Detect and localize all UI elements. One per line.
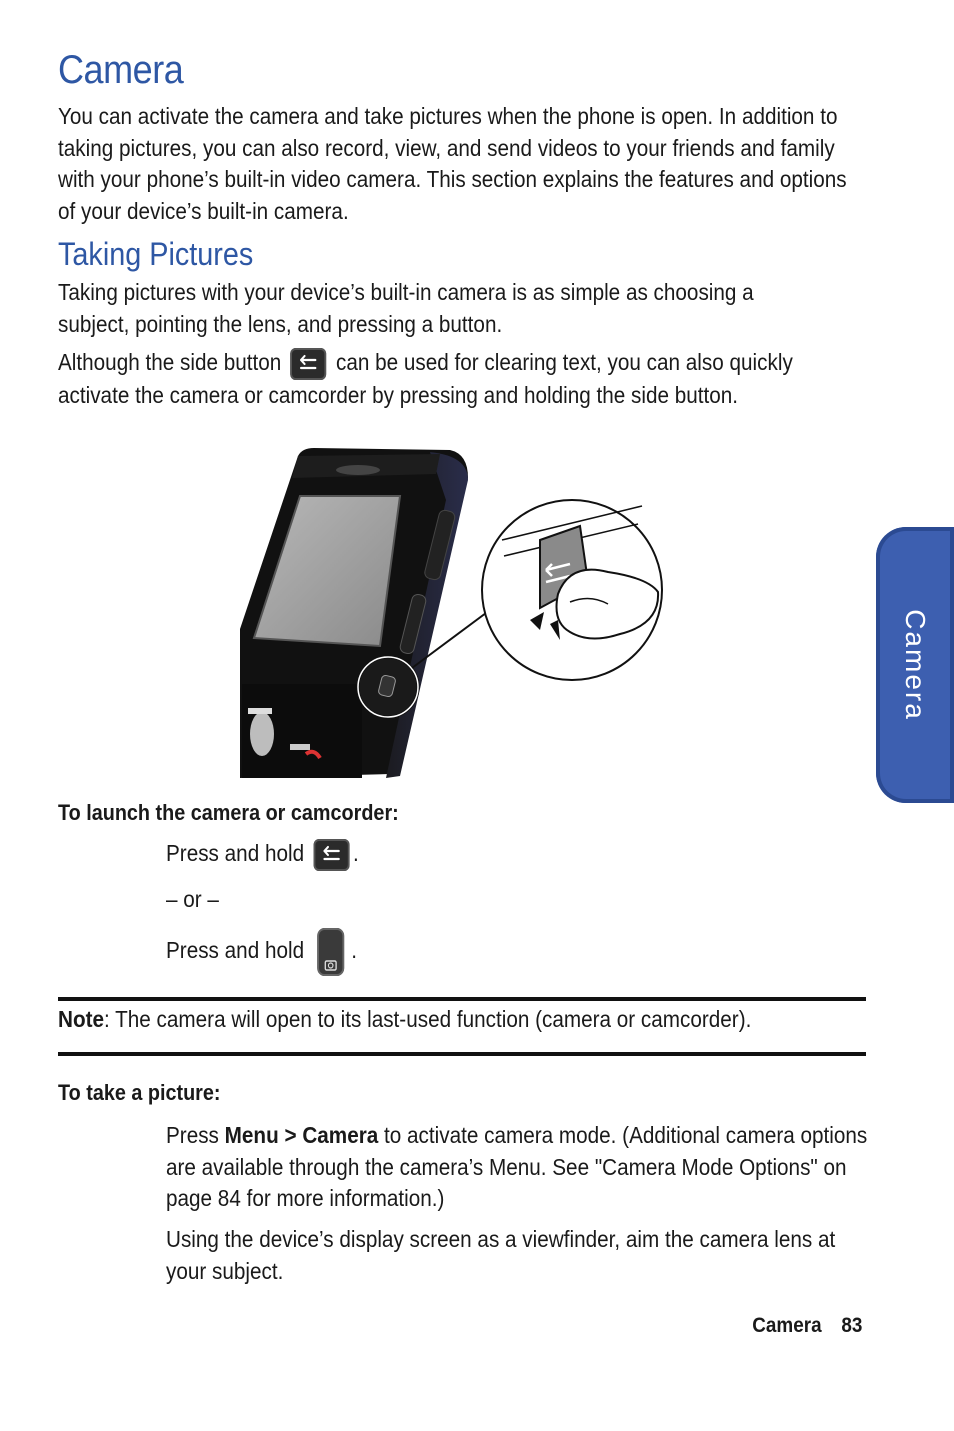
note-rule-top — [58, 997, 866, 1001]
note-label: Note — [58, 1006, 105, 1032]
chapter-side-tab — [876, 527, 954, 803]
or-separator: – or – — [166, 886, 219, 912]
step-2: Using the device’s display screen as a viewfinder, aim the camera lens at your subject. — [166, 1226, 836, 1284]
side-button-text-a: Although the side button — [58, 349, 282, 375]
section-title: Taking Pictures — [58, 236, 254, 272]
section-paragraph-2 — [58, 347, 859, 411]
page-footer — [752, 1314, 862, 1338]
press-hold-text: Press and hold — [166, 840, 305, 866]
press-hold-back-line — [166, 838, 359, 871]
period: . — [353, 840, 359, 866]
press-hold-text: Press and hold — [166, 937, 305, 964]
camera-label: Camera — [302, 1122, 379, 1148]
menu-separator: > — [278, 1122, 303, 1148]
back-key-icon — [291, 348, 327, 380]
take-picture-heading: To take a picture: — [58, 1080, 221, 1105]
page-title: Camera — [58, 48, 184, 92]
back-key-icon — [313, 839, 349, 871]
camera-key-icon — [317, 928, 344, 976]
note-rule-bottom — [58, 1052, 866, 1056]
intro-paragraph: You can activate the camera and take pictures when the phone is open. In addition to taking pictures, you can also record, view, and send videos to your friends and family with your phone’s built-in video camera. This section explains the features and options of your device’s built-in camera. — [58, 103, 847, 224]
launch-heading: To launch the camera or camcorder: — [58, 800, 399, 825]
step-1-text-b: to activate camera mode. (Additional camera options are available through the camera’s Menu. See "Camera Mode Options" on page 84 for more information.) — [166, 1122, 868, 1211]
chapter-side-tab-label: Camera — [900, 609, 931, 721]
footer-section: Camera — [751, 1314, 822, 1337]
period: . — [351, 937, 357, 964]
note — [58, 1004, 859, 1036]
phone-side-button-illustration — [240, 444, 670, 780]
page-number: 83 — [840, 1314, 862, 1337]
side-button-text-b: can be used for clearing text, you can also quickly activate the camera or camcorder by pressing and holding the side button. — [58, 349, 793, 408]
step-1 — [166, 1120, 868, 1215]
menu-label: Menu — [224, 1122, 279, 1148]
press-hold-camera-line — [166, 928, 357, 976]
step-1-text-a: Press — [166, 1122, 225, 1148]
section-paragraph-1: Taking pictures with your device’s built-in camera is as simple as choosing a subject, pointing the lens, and pressing a button. — [58, 279, 754, 337]
note-text: : The camera will open to its last-used function (camera or camcorder). — [104, 1006, 752, 1032]
